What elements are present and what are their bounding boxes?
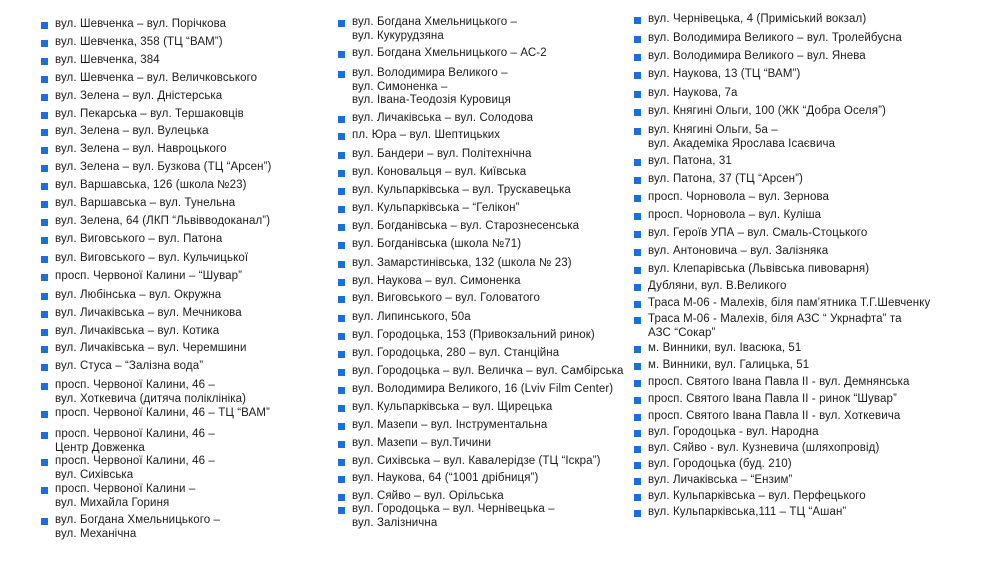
address-text: [352, 490, 504, 504]
square-bullet-icon: [338, 333, 345, 340]
square-bullet-icon: [634, 267, 641, 274]
address-line: Центр Довженка: [55, 441, 145, 454]
address-text: [55, 54, 160, 68]
address-line: вул. Стуса – “Залізна вода”: [55, 360, 204, 372]
square-bullet-icon: [41, 94, 48, 101]
address-text: [648, 442, 879, 456]
address-line: вул. Зелена – вул. Вулецька: [55, 125, 209, 137]
square-bullet-icon: [338, 507, 345, 514]
square-bullet-icon: [634, 397, 641, 404]
square-bullet-icon: [41, 256, 48, 263]
address-text: [352, 16, 517, 43]
address-text: [648, 393, 897, 407]
address-text: [648, 426, 819, 440]
address-line: вул. Механічна: [55, 527, 137, 540]
address-line: м. Винники, вул. Івасюка, 51: [648, 342, 802, 354]
address-text: [55, 36, 223, 50]
address-line: просп. Чорновола – вул. Зернова: [648, 191, 830, 203]
square-bullet-icon: [634, 249, 641, 256]
address-text: [352, 202, 520, 216]
address-line: вул. Наукова, 13 (ТЦ “ВАМ”): [648, 68, 801, 80]
address-text: [648, 474, 792, 488]
address-text: [55, 270, 242, 284]
address-text: [352, 67, 511, 108]
square-bullet-icon: [338, 133, 345, 140]
square-bullet-icon: [634, 317, 641, 324]
address-text: [352, 437, 491, 451]
address-line: вул. Зелена – вул. Дністерська: [55, 90, 223, 102]
address-line: вул. Володимира Великого –: [352, 67, 508, 79]
address-line: вул. Шевченка, 384: [55, 54, 160, 66]
address-text: [648, 490, 866, 504]
address-text: [352, 455, 601, 469]
address-line: вул. Симоненка –: [352, 80, 448, 93]
address-line: вул. Сяйво - вул. Кузневича (шляхопровід): [648, 442, 880, 454]
square-bullet-icon: [41, 183, 48, 190]
address-line: вул. Кульпарківська – вул. Щирецька: [352, 401, 553, 413]
address-line: вул. Личаківська – “Ензим”: [648, 474, 793, 486]
address-line: вул. Городоцька - вул. Народна: [648, 426, 819, 438]
square-bullet-icon: [338, 351, 345, 358]
address-text: [648, 50, 866, 64]
square-bullet-icon: [41, 432, 48, 439]
address-text: [55, 233, 222, 247]
address-line: просп. Святого Івана Павла ІІ - вул. Демнянська: [648, 376, 910, 388]
square-bullet-icon: [338, 242, 345, 249]
address-text: [648, 458, 792, 472]
address-line: АЗС “Сокар”: [648, 326, 716, 339]
address-line: вул. Городоцька – вул. Величка – вул. Самбірська: [352, 365, 624, 377]
address-line: вул. Володимира Великого – вул. Тролейбусна: [648, 32, 902, 44]
square-bullet-icon: [634, 446, 641, 453]
address-line: м. Винники, вул. Галицька, 51: [648, 359, 810, 371]
square-bullet-icon: [338, 279, 345, 286]
square-bullet-icon: [41, 487, 48, 494]
address-text: [648, 124, 835, 151]
address-line: вул. Сяйво – вул. Орільська: [352, 490, 504, 502]
address-line: вул. Кульпарківська,111 – ТЦ “Ашан”: [648, 506, 847, 518]
square-bullet-icon: [41, 58, 48, 65]
address-text: [55, 455, 215, 482]
square-bullet-icon: [634, 231, 641, 238]
address-text: [648, 155, 732, 169]
square-bullet-icon: [338, 188, 345, 195]
address-line: вул. Михайла Гориня: [55, 496, 170, 509]
address-text: [648, 263, 869, 277]
square-bullet-icon: [634, 380, 641, 387]
address-text: [55, 514, 220, 541]
address-text: [648, 245, 828, 259]
square-bullet-icon: [634, 510, 641, 517]
square-bullet-icon: [338, 405, 345, 412]
address-text: [55, 428, 215, 455]
address-text: [352, 383, 613, 397]
square-bullet-icon: [41, 518, 48, 525]
address-text: [648, 342, 801, 356]
square-bullet-icon: [634, 284, 641, 291]
square-bullet-icon: [41, 219, 48, 226]
address-line: вул. Антоновича – вул. Залізняка: [648, 245, 829, 257]
address-text: [352, 257, 572, 271]
address-text: [352, 365, 624, 379]
address-text: [648, 13, 866, 27]
address-line: вул. Івана-Теодозія Куровиця: [352, 94, 512, 106]
address-line: вул. Володимира Великого, 16 (Lviv Film Center): [352, 383, 614, 395]
address-line: вул. Героїв УПА – вул. Смаль-Стоцького: [648, 227, 868, 239]
address-text: [648, 191, 829, 205]
square-bullet-icon: [338, 152, 345, 159]
square-bullet-icon: [634, 17, 641, 24]
address-text: [55, 360, 203, 374]
address-line: вул. Княгині Ольги, 100 (ЖК “Добра Оселя”): [648, 105, 886, 117]
address-text: [352, 238, 521, 252]
address-text: [352, 401, 552, 415]
address-text: [55, 215, 270, 229]
address-line: вул. Городоцька, 280 – вул. Станційна: [352, 347, 560, 359]
square-bullet-icon: [634, 177, 641, 184]
address-text: [55, 90, 222, 104]
address-line: вул. Богдана Хмельницького – АС-2: [352, 47, 547, 59]
square-bullet-icon: [41, 364, 48, 371]
address-text: [648, 313, 902, 340]
address-text: [352, 329, 595, 343]
address-text: [55, 72, 257, 86]
address-line: вул. Кульпарківська – вул. Трускавецька: [352, 184, 571, 196]
square-bullet-icon: [634, 301, 641, 308]
address-line: вул. Володимира Великого – вул. Янева: [648, 50, 866, 62]
address-text: [352, 129, 500, 143]
address-text: [352, 220, 579, 234]
address-line: вул. Кукурудзяна: [352, 29, 444, 42]
address-text: [648, 87, 738, 101]
square-bullet-icon: [338, 51, 345, 58]
square-bullet-icon: [634, 91, 641, 98]
square-bullet-icon: [41, 329, 48, 336]
address-text: [55, 407, 270, 421]
address-line: просп. Святого Івана Павла ІІ - вул. Хоткевича: [648, 410, 901, 422]
address-line: вул. Виговського – вул. Патона: [55, 233, 223, 245]
address-line: вул. Наукова, 64 (“1001 дрібниця”): [352, 472, 539, 484]
square-bullet-icon: [634, 159, 641, 166]
square-bullet-icon: [338, 224, 345, 231]
square-bullet-icon: [634, 128, 641, 135]
square-bullet-icon: [338, 296, 345, 303]
square-bullet-icon: [41, 274, 48, 281]
square-bullet-icon: [338, 170, 345, 177]
square-bullet-icon: [41, 311, 48, 318]
address-line: вул. Патона, 37 (ТЦ “Арсен”): [648, 173, 803, 185]
address-line: вул. Варшавська, 126 (школа №23): [55, 179, 247, 191]
address-line: вул. Богданівська – вул. Старознесенська: [352, 220, 580, 232]
square-bullet-icon: [41, 383, 48, 390]
address-text: [352, 419, 547, 433]
address-line: вул. Княгині Ольги, 5а –: [648, 124, 778, 136]
address-text: [352, 347, 559, 361]
square-bullet-icon: [338, 423, 345, 430]
address-line: вул. Личаківська – вул. Котика: [55, 325, 220, 337]
square-bullet-icon: [634, 346, 641, 353]
address-line: вул. Бандери – вул. Політехнічна: [352, 148, 532, 160]
address-text: [648, 32, 902, 46]
square-bullet-icon: [338, 494, 345, 501]
address-text: [648, 68, 800, 82]
address-text: [352, 148, 531, 162]
address-line: вул. Мазепи – вул. Інструментальна: [352, 419, 548, 431]
address-line: вул. Коновальця – вул. Київська: [352, 166, 527, 178]
square-bullet-icon: [41, 165, 48, 172]
square-bullet-icon: [634, 195, 641, 202]
address-text: [55, 379, 246, 406]
address-text: [352, 275, 521, 289]
address-line: просп. Червоної Калини, 46 –: [55, 428, 215, 440]
address-line: вул. Академіка Ярослава Ісаєвича: [648, 137, 836, 150]
address-text: [55, 108, 244, 122]
address-line: вул. Виговського – вул. Кульчицької: [55, 252, 249, 264]
address-text: [648, 376, 910, 390]
square-bullet-icon: [41, 293, 48, 300]
address-text: [648, 173, 803, 187]
address-line: Траса М-06 - Малехів, біля пам’ятника Т.Г.Шевченку: [648, 297, 931, 309]
address-line: вул. Виговського – вул. Головатого: [352, 292, 540, 304]
square-bullet-icon: [41, 112, 48, 119]
address-line: вул. Богданівська (школа №71): [352, 238, 522, 250]
address-line: вул. Шевченка, 358 (ТЦ “ВАМ”): [55, 36, 223, 48]
address-line: вул. Залізнична: [352, 516, 438, 529]
square-bullet-icon: [41, 129, 48, 136]
address-text: [55, 18, 226, 32]
address-line: вул. Хоткевича (дитяча поліклініка): [55, 392, 247, 405]
address-line: вул. Варшавська – вул. Тунельна: [55, 197, 236, 209]
address-line: вул. Любінська – вул. Окружна: [55, 289, 222, 301]
address-line: пл. Юра – вул. Шептицьких: [352, 129, 501, 141]
address-line: просп. Червоної Калини, 46 –: [55, 379, 215, 391]
address-line: вул. Липинського, 50а: [352, 311, 471, 323]
square-bullet-icon: [338, 71, 345, 78]
address-line: вул. Шевченка – вул. Величковського: [55, 72, 258, 84]
address-text: [55, 197, 235, 211]
address-line: Дубляни, вул. В.Великого: [648, 280, 787, 292]
address-line: просп. Червоної Калини, 46 – ТЦ “ВАМ”: [55, 407, 270, 419]
address-line: вул. Сихівська: [55, 468, 134, 481]
address-text: [648, 506, 846, 520]
square-bullet-icon: [634, 109, 641, 116]
address-line: вул. Городоцька, 153 (Привокзальний ринок): [352, 329, 595, 341]
address-line: вул. Городоцька (буд. 210): [648, 458, 792, 470]
address-text: [55, 483, 195, 510]
square-bullet-icon: [41, 22, 48, 29]
address-line: вул. Зелена, 64 (ЛКП “Львівводоканал”): [55, 215, 271, 227]
address-line: вул. Пекарська – вул. Тершаковців: [55, 108, 244, 120]
square-bullet-icon: [338, 20, 345, 27]
address-line: вул. Наукова – вул. Симоненка: [352, 275, 521, 287]
address-line: просп. Червоної Калини – “Шувар”: [55, 270, 243, 282]
address-text: [352, 47, 547, 61]
square-bullet-icon: [41, 147, 48, 154]
address-text: [55, 289, 221, 303]
square-bullet-icon: [41, 411, 48, 418]
address-text: [55, 143, 227, 157]
address-line: вул. Патона, 31: [648, 155, 732, 167]
address-line: вул. Городоцька – вул. Чернівецька –: [352, 503, 555, 515]
address-line: вул. Личаківська – вул. Солодова: [352, 112, 534, 124]
address-text: [648, 410, 900, 424]
address-line: вул. Мазепи – вул.Тичини: [352, 437, 492, 449]
square-bullet-icon: [338, 441, 345, 448]
address-text: [352, 503, 555, 530]
square-bullet-icon: [634, 462, 641, 469]
square-bullet-icon: [338, 261, 345, 268]
square-bullet-icon: [41, 76, 48, 83]
address-line: вул. Шевченка – вул. Порічкова: [55, 18, 227, 30]
square-bullet-icon: [634, 430, 641, 437]
address-text: [352, 166, 526, 180]
address-text: [55, 161, 271, 175]
address-line: Траса М-06 - Малехів, біля АЗС “ Укрнафта” та: [648, 313, 902, 325]
address-line: просп. Червоної Калини, 46 –: [55, 455, 215, 467]
address-line: вул. Чернівецька, 4 (Приміський вокзал): [648, 13, 867, 25]
square-bullet-icon: [634, 36, 641, 43]
address-line: вул. Кульпарківська – “Гелікон”: [352, 202, 520, 214]
address-line: вул. Сихівська – вул. Кавалерідзе (ТЦ “Іскра”): [352, 455, 601, 467]
address-text: [55, 342, 247, 356]
square-bullet-icon: [41, 237, 48, 244]
address-text: [352, 292, 540, 306]
square-bullet-icon: [338, 387, 345, 394]
address-text: [352, 184, 571, 198]
address-text: [55, 125, 209, 139]
address-line: вул. Клепарівська (Львівська пивоварня): [648, 263, 870, 275]
square-bullet-icon: [41, 459, 48, 466]
square-bullet-icon: [634, 363, 641, 370]
address-text: [55, 252, 248, 266]
square-bullet-icon: [634, 478, 641, 485]
address-line: просп. Святого Івана Павла ІІ - ринок “Шувар”: [648, 393, 897, 405]
address-line: вул. Замарстинівська, 132 (школа № 23): [352, 257, 572, 269]
address-line: вул. Богдана Хмельницького –: [352, 16, 518, 28]
address-line: вул. Зелена – вул. Бузкова (ТЦ “Арсен”): [55, 161, 272, 173]
address-text: [648, 297, 930, 311]
address-text: [648, 105, 886, 119]
square-bullet-icon: [338, 369, 345, 376]
square-bullet-icon: [41, 201, 48, 208]
square-bullet-icon: [634, 54, 641, 61]
address-line: вул. Богдана Хмельницького –: [55, 514, 221, 526]
address-text: [648, 227, 867, 241]
square-bullet-icon: [634, 494, 641, 501]
address-text: [648, 280, 787, 294]
square-bullet-icon: [634, 414, 641, 421]
address-text: [55, 179, 247, 193]
address-text: [352, 112, 533, 126]
address-line: вул. Зелена – вул. Навроцького: [55, 143, 227, 155]
address-text: [352, 311, 471, 325]
address-line: просп. Червоної Калини –: [55, 483, 196, 495]
square-bullet-icon: [338, 459, 345, 466]
square-bullet-icon: [634, 213, 641, 220]
square-bullet-icon: [338, 315, 345, 322]
square-bullet-icon: [41, 346, 48, 353]
address-line: просп. Чорновола – вул. Куліша: [648, 209, 822, 221]
square-bullet-icon: [338, 116, 345, 123]
address-line: вул. Личаківська – вул. Черемшини: [55, 342, 247, 354]
square-bullet-icon: [634, 72, 641, 79]
square-bullet-icon: [338, 476, 345, 483]
address-text: [55, 325, 219, 339]
address-line: вул. Личаківська – вул. Мечникова: [55, 307, 242, 319]
address-line: вул. Наукова, 7а: [648, 87, 738, 99]
address-text: [55, 307, 242, 321]
square-bullet-icon: [338, 206, 345, 213]
square-bullet-icon: [41, 40, 48, 47]
address-text: [352, 472, 538, 486]
address-text: [648, 209, 821, 223]
address-line: вул. Кульпарківська – вул. Перфецького: [648, 490, 866, 502]
address-text: [648, 359, 809, 373]
